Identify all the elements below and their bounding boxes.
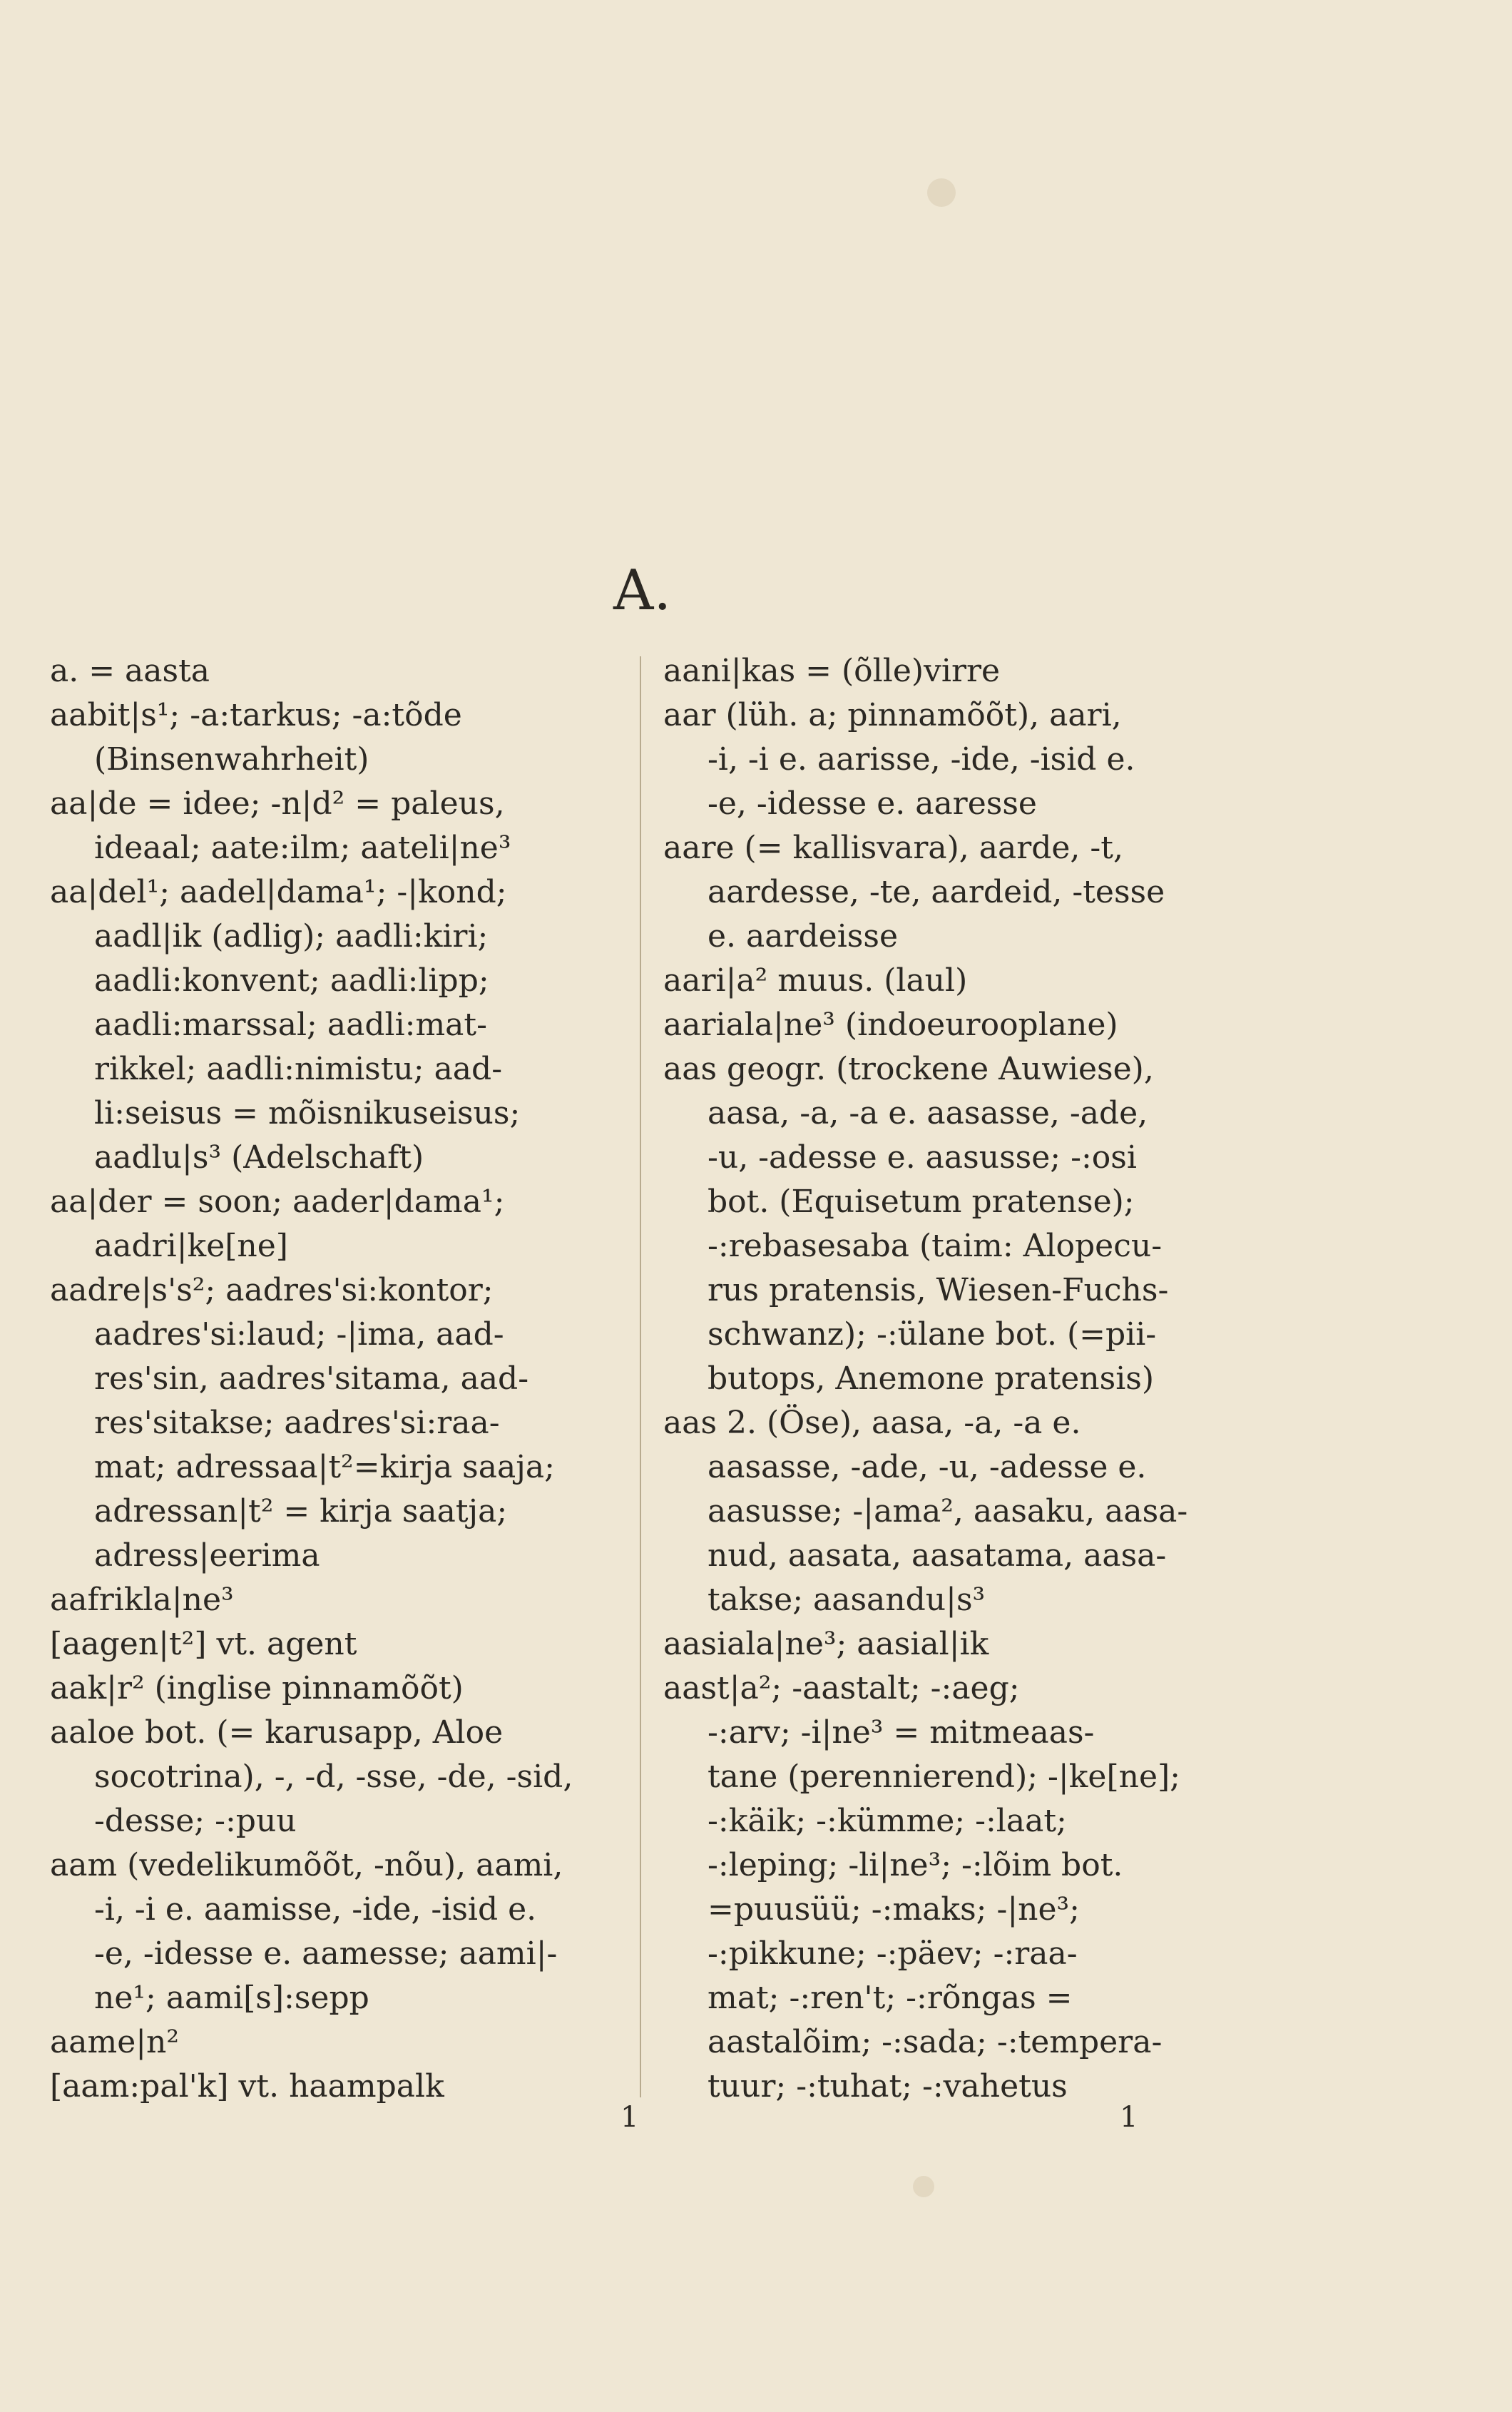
page-number-right: 1: [1120, 2101, 1138, 2134]
dictionary-line: aadl|ik (adlig); aadli:kiri;: [94, 918, 489, 955]
dictionary-line: e. aardeisse: [708, 918, 898, 955]
dictionary-line: schwanz); -:ülane bot. (=pii-: [708, 1316, 1157, 1353]
dictionary-line: rikkel; aadli:nimistu; aad-: [94, 1051, 503, 1087]
dictionary-line: aani|kas = (õlle)virre: [663, 653, 1001, 689]
dictionary-line: aam (vedelikumõõt, -nõu), aami,: [50, 1847, 563, 1883]
dictionary-line: -i, -i e. aamisse, -ide, -isid e.: [94, 1891, 537, 1928]
dictionary-line: aasa, -a, -a e. aasasse, -ade,: [708, 1095, 1148, 1131]
column-divider: [640, 656, 641, 2097]
dictionary-line: adressan|t² = kirja saatja;: [94, 1493, 508, 1530]
dictionary-line: (Binsenwahrheit): [94, 741, 369, 778]
dictionary-line: -:pikkune; -:päev; -:raa-: [708, 1935, 1078, 1972]
dictionary-line: butops, Anemone pratensis): [708, 1360, 1155, 1397]
dictionary-line: aadli:konvent; aadli:lipp;: [94, 962, 489, 999]
dictionary-line: nud, aasata, aasatama, aasa-: [708, 1537, 1167, 1574]
paper-stain: [913, 2176, 934, 2197]
dictionary-line: aasiala|ne³; aasial|ik: [663, 1626, 989, 1662]
dictionary-line: -desse; -:puu: [94, 1803, 297, 1839]
dictionary-line: aar (lüh. a; pinnamõõt), aari,: [663, 697, 1122, 733]
section-letter-heading: A.: [613, 559, 672, 623]
dictionary-line: =puusüü; -:maks; -|ne³;: [708, 1891, 1081, 1928]
dictionary-line: mat; adressaa|t²=kirja saaja;: [94, 1449, 555, 1485]
dictionary-line: aastalõim; -:sada; -:tempera-: [708, 2024, 1163, 2060]
dictionary-line: aabit|s¹; -a:tarkus; -a:tõde: [50, 697, 462, 733]
dictionary-line: aare (= kallisvara), aarde, -t,: [663, 830, 1123, 866]
dictionary-line: tuur; -:tuhat; -:vahetus: [708, 2068, 1068, 2105]
dictionary-line: adress|eerima: [94, 1537, 320, 1574]
left-column: [50, 649, 620, 2109]
dictionary-line: aadri|ke[ne]: [94, 1228, 288, 1264]
dictionary-line: socotrina), -, -d, -sse, -de, -sid,: [94, 1759, 573, 1795]
dictionary-line: aa|der = soon; aader|dama¹;: [50, 1184, 505, 1220]
dictionary-line: aasusse; -|ama², aasaku, aasa-: [708, 1493, 1188, 1530]
dictionary-line: aas 2. (Öse), aasa, -a, -a e.: [663, 1405, 1081, 1441]
dictionary-line: -:käik; -:kümme; -:laat;: [708, 1803, 1067, 1839]
dictionary-line: [aagen|t²] vt. agent: [50, 1626, 357, 1662]
dictionary-line: aak|r² (inglise pinnamõõt): [50, 1670, 464, 1706]
dictionary-line: -u, -adesse e. aasusse; -:osi: [708, 1139, 1137, 1176]
dictionary-line: res'sin, aadres'sitama, aad-: [94, 1360, 529, 1397]
dictionary-line: bot. (Equisetum pratense);: [708, 1184, 1135, 1220]
dictionary-line: tane (perennierend); -|ke[ne];: [708, 1759, 1180, 1795]
dictionary-line: aa|de = idee; -n|d² = paleus,: [50, 785, 505, 822]
dictionary-line: -:arv; -i|ne³ = mitmeaas-: [708, 1714, 1095, 1751]
dictionary-line: li:seisus = mõisnikuseisus;: [94, 1095, 521, 1131]
dictionary-line: aadre|s's²; aadres'si:kontor;: [50, 1272, 494, 1308]
paper-stain: [927, 178, 956, 207]
dictionary-line: aariala|ne³ (indoeurooplane): [663, 1007, 1118, 1043]
dictionary-line: ideaal; aate:ilm; aateli|ne³: [94, 830, 511, 866]
dictionary-line: -:leping; -li|ne³; -:lõim bot.: [708, 1847, 1123, 1883]
dictionary-line: res'sitakse; aadres'si:raa-: [94, 1405, 500, 1441]
dictionary-line: aafrikla|ne³: [50, 1582, 234, 1618]
dictionary-line: aas geogr. (trockene Auwiese),: [663, 1051, 1154, 1087]
dictionary-line: takse; aasandu|s³: [708, 1582, 986, 1618]
dictionary-line: aadli:marssal; aadli:mat-: [94, 1007, 487, 1043]
dictionary-line: aame|n²: [50, 2024, 180, 2060]
dictionary-line: -i, -i e. aarisse, -ide, -isid e.: [708, 741, 1135, 778]
dictionary-line: aari|a² muus. (laul): [663, 962, 968, 999]
dictionary-line: aast|a²; -aastalt; -:aeg;: [663, 1670, 1020, 1706]
dictionary-line: aasasse, -ade, -u, -adesse e.: [708, 1449, 1147, 1485]
dictionary-line: mat; -:ren't; -:rõngas =: [708, 1980, 1073, 2016]
dictionary-line: a. = aasta: [50, 653, 210, 689]
dictionary-line: ne¹; aami[s]:sepp: [94, 1980, 369, 2016]
dictionary-line: aardesse, -te, aardeid, -tesse: [708, 874, 1165, 910]
dictionary-line: aadlu|s³ (Adelschaft): [94, 1139, 424, 1176]
dictionary-line: aadres'si:laud; -|ima, aad-: [94, 1316, 504, 1353]
dictionary-line: aaloe bot. (= karusapp, Aloe: [50, 1714, 504, 1751]
dictionary-line: -:rebasesaba (taim: Alopecu-: [708, 1228, 1163, 1264]
right-column: [663, 649, 1245, 2109]
dictionary-line: rus pratensis, Wiesen-Fuchs-: [708, 1272, 1169, 1308]
dictionary-line: aa|del¹; aadel|dama¹; -|kond;: [50, 874, 507, 910]
dictionary-line: -e, -idesse e. aaresse: [708, 785, 1037, 822]
page-number-left: 1: [620, 2101, 639, 2134]
dictionary-line: -e, -idesse e. aamesse; aami|-: [94, 1935, 558, 1972]
dictionary-line: [aam:pal'k] vt. haampalk: [50, 2068, 444, 2105]
